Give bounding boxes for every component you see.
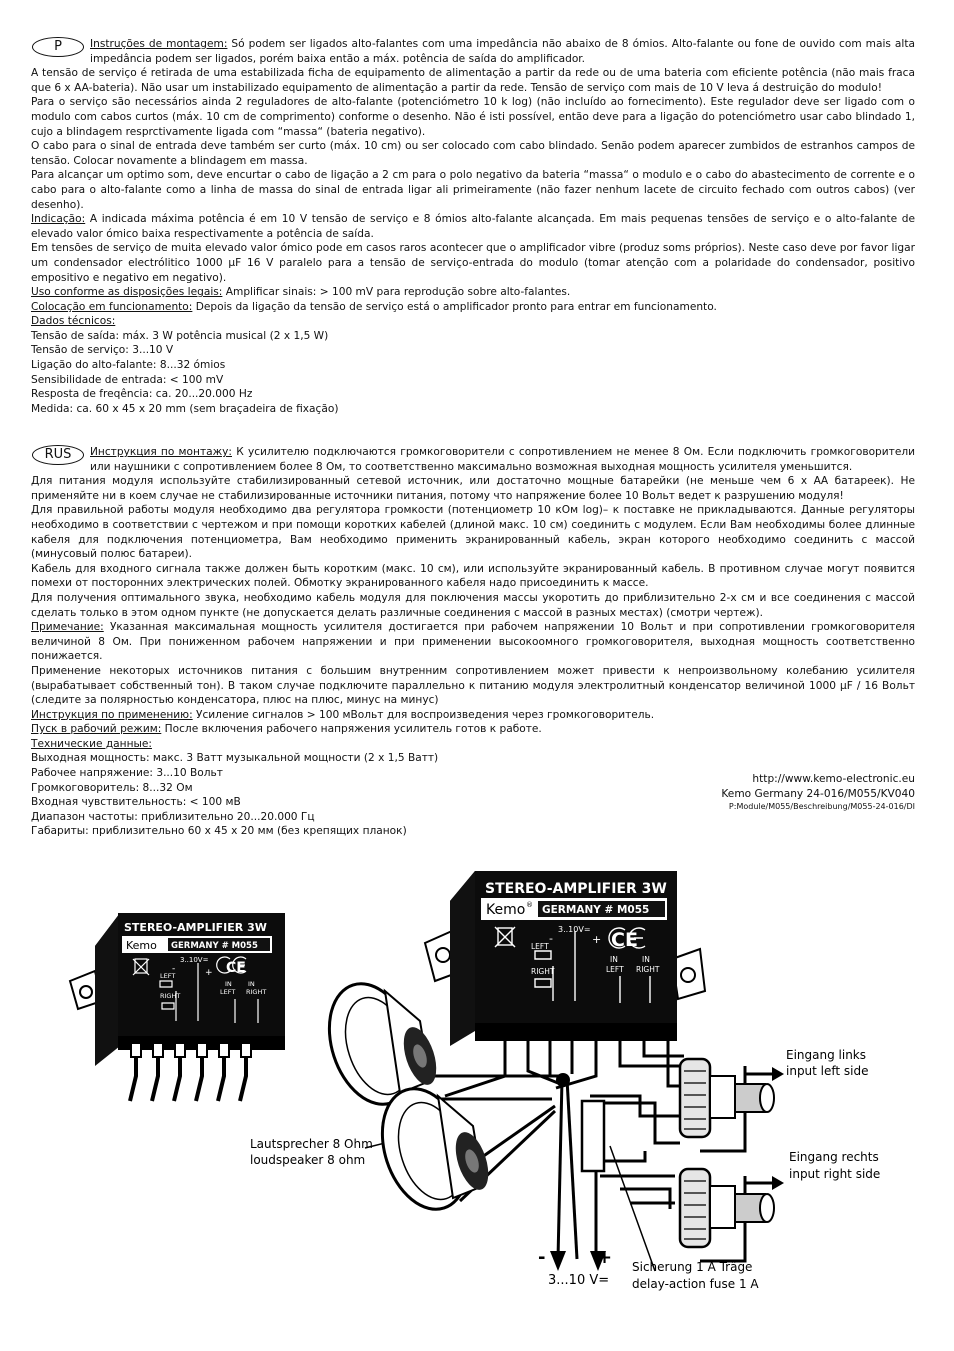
ru-spec-line: Выходная мощность: макс. 3 Ватт музыкальной мощности (2 х 1,5 Ватт) [31,752,439,765]
small-module-title: STEREO-AMPLIFIER 3W [124,921,267,934]
input-right-label-en: input right side [789,1167,881,1181]
small-module-in2: IN [248,980,255,988]
ru-spec-line: Рабочее напряжение: 3...10 Вольт [31,767,223,780]
small-module-ce: CE [226,960,246,976]
ru-startup-label: Пуск в рабочий режим: [31,723,162,736]
fuse-label-en: delay-action fuse 1 A [632,1277,759,1291]
ru-primechanie-label: Примечание: [31,621,104,634]
pt-dados-label: Dados técnicos: [31,315,116,328]
pt-uso-text: Amplificar sinais: > 100 mV para reprodução sobre alto-falantes. [222,286,571,299]
small-module-voltage: 3..10V= [180,956,209,964]
supply-minus-label: - [538,1247,546,1268]
input-left-label-de: Eingang links [786,1048,867,1062]
ru-intro [31,445,915,474]
supply-voltage-label: 3...10 V= [548,1273,610,1288]
pt-intro-label: Instruções de montagem: [90,38,228,50]
large-module-in-left: LEFT [606,965,624,974]
large-module-voltage: 3..10V= [558,925,591,934]
large-module-left: LEFT [531,942,549,951]
input-right-label-de: Eingang rechts [789,1150,879,1164]
pt-indicacao [31,212,915,241]
large-module-reg: ® [526,901,533,909]
large-module-in-right: RIGHT [636,965,660,974]
ru-startup [31,722,915,737]
large-module-plus: + [592,933,602,946]
small-module-plus: + [205,968,213,978]
large-module-minus: - [549,932,553,945]
pt-spec-line: Medida: ca. 60 x 45 x 20 mm (sem braçadeira de fixação) [31,402,339,415]
ru-spec-line: Громкоговоритель: 8...32 Ом [31,781,193,794]
small-module-plate: GERMANY # M055 [171,941,258,951]
section-portuguese [31,37,915,416]
pt-paragraph-5: Em tensões de serviço de muita elevado valor ómico pode em casos raros acontecer que o amplificador vibre (produz soms próprios). Neste caso deve por favor ligar um condensador electrólitico 1000 µF 16 V paralelo para a tensão de serviço-entrada do modulo (tomar atenção com a polaridade do condensador, positivo empositivo e negativo em negativo). [31,242,915,284]
ground-junction [556,1073,570,1087]
pt-indicacao-text: A indicada máxima potência é em 10 V tensão de serviço e 8 ómios alto-falante alcançada. Em mais pequenas tensões de serviço e o alto-falante de elevado valor ómico baixa respectivamente a potência de saída. [31,213,915,240]
large-module-right: RIGHT [531,967,555,976]
ru-usage-label: Инструкция по применению: [31,708,193,721]
pt-paragraph-1: A tensão de serviço é retirada de uma estabilizada ficha de equipamento de alimentação a partir da rede ou de uma bateria com eficiente potência (não mais fraca que 6 x AA-bateria). Não usar um instabilizado equipamento de alimentação a partir da rede. Tensão de serviço com mais de 10 V leva á destruição do modulo! [31,67,915,94]
pt-intro-text: Só podem ser ligados alto-falantes com uma impedância não abaixo de 8 ómios. Alto-falante ou fone de ouvido com mais alta impedância podem ser ligados, porém baixa então a máx. potência de saída do amplificador. [90,38,915,65]
ru-paragraph-2: Для правильной работы модуля необходимо два регулятора громкости (потенциометр 10 кОм log)– к поставке не прикладываются. Данные регуляторы необходимо в соответствии с чертежом и при помощи коротких кабелей (длиной макс. 10 см) соединить с модулем. Если Вам необходимы более длинные кабеля для подключения потенциометра, Вам необходимо применить экранированный кабель, экран которого необходимо соединить с массой (минусовый полюс батареи). [31,504,915,561]
large-module-brand: Kemo [486,902,526,918]
footer-company: Kemo Germany 24-016/M055/KV040 [721,787,915,800]
potentiometer-left-icon [680,1059,774,1137]
pt-uso-label: Uso conforme as disposições legais: [31,286,223,299]
pt-spec-line: Tensão de saída: máx. 3 W potência musical (2 x 1,5 W) [31,329,329,342]
input-left-label-en: input left side [786,1064,869,1078]
fuse-icon [582,1101,604,1171]
fuse-label-de: Sicherung 1 A Träge [632,1260,753,1274]
supply-plus-label: + [597,1247,613,1268]
speaker-label-en: loudspeaker 8 ohm [250,1153,366,1167]
pt-colocacao [31,300,915,315]
ru-spec-line: Входная чувствительность: < 100 мВ [31,796,241,809]
small-module [70,913,285,1101]
speaker-label-de: Lautsprecher 8 Ohm [250,1137,373,1151]
ru-intro-text: К усилителю подключаются громкоговорители с сопротивлением не менее 8 Ом. Если подключить громкоговорители или наушники с сопротивлением более 8 Ом, то соответственно максимально возможная выходная мощность усилителя уменьшится. [90,446,916,473]
pt-spec-line: Resposta de freqência: ca. 20...20.000 Hz [31,388,253,401]
pt-paragraph-4: Para alcançar um optimo som, deve encurtar o cabo de ligação a 2 cm para o polo negativo da bateria “massa“ o modulo e o cabo do abastecimento de corrente e o cabo para o alto-falante como a linha de massa do sinal de entrada ligar ali primeiramente (não fazer nenhum lacete de circuito fechado com outros cabos) (ver desenho). [31,169,915,211]
pt-spec-line: Sensibilidade de entrada: < 100 mV [31,373,224,386]
ru-primechanie [31,620,915,664]
small-module-in-right: RIGHT [246,988,267,996]
footer-url: http://www.kemo-electronic.eu [752,773,915,785]
small-module-left: LEFT [160,972,176,980]
ru-paragraph-4: Для получения оптимального звука, необходимо кабель модуля для поключения массы укоротить до приблизительно 2-х см и все соединения с массой сделать только в этом одном пункте (не допускается делать различные соединения с массой в разных местах) (смотри чертеж). [31,591,915,619]
pt-spec-line: Tensão de serviço: 3...10 V [31,344,174,357]
large-module-in2: IN [642,955,650,964]
ru-paragraph-5: Применение некоторых источников питания с большим внутренним сопротивлением может привести к непроизвольному колебанию усилителя (вырабатывает собственный тон). В таком случае подключите параллельно к питанию модуля электролитный конденсатор величиной 1000 µF / 16 Вольт (следите за полярностью конденсатора, плюс на плюс, минус на минус) [31,664,915,707]
input-left-arrow [772,1067,784,1081]
large-module-plate: GERMANY # M055 [542,904,650,916]
ru-usage-text: Усиление сигналов > 100 мВольт для воспроизведения через громкоговоритель. [192,708,655,721]
footer-path: P:Module/M055/Beschreibung/M055-24-016/DI [728,802,915,812]
ru-spec-line: Габариты: приблизительно 60 х 45 х 20 мм (без крепящих планок) [31,825,407,838]
language-badge-ru: RUS [32,445,84,465]
pt-paragraph-3: O cabo para o sinal de entrada deve também ser curto (máx. 10 cm) ou ser colocado com cabo blindado. Senão podem aparecer zumbidos de estranhos campos de tensão. Colocar novamente a blindagem em massa. [31,140,915,167]
large-module-title: STEREO-AMPLIFIER 3W [485,881,667,897]
large-module-ce: CE [611,929,638,951]
ru-paragraph-1: Для питания модуля используйте стабилизированный сетевой источник, или достаточно мощные батарейки (не меньше чем 6 х АА батареек). Не применяйте ни в коем случае не стабилизированные источники питания, потому что напряжение более 10 Вольт ведет к разрушению модуля! [31,475,915,502]
supply-minus-arrow [550,1251,566,1271]
ru-specs-label: Технические данные: [31,737,152,750]
pt-intro [31,37,915,66]
pt-paragraph-2: Para o serviço são necessários ainda 2 reguladores de alto-falante (potenciómetro 10 k log) (não incluído ao fornecimento). Este regulador deve ser ligado com o modulo com cabos curtos (máx. 10 cm de comprimento) conforme o desenho. Não é isti possível, então deve para a ligação do potenciómetro usar cabo blindado 1, cujo a blindagem resprctivamente ligada com “massa“ (bateria negativo). [31,96,915,138]
small-module-brand: Kemo [126,939,157,952]
large-module-in: IN [610,955,618,964]
ru-startup-text: После включения рабочего напряжения усилитель готов к работе. [161,723,542,736]
ru-intro-label: Инструкция по монтажу: [90,446,232,458]
wiring-diagram [0,831,954,1351]
small-module-right: RIGHT [160,992,181,1000]
small-module-in: IN [225,980,232,988]
large-module [425,871,705,1046]
ru-usage [31,708,915,723]
language-badge-pt: P [32,37,84,57]
small-module-in-left: LEFT [220,988,236,996]
pt-uso [31,285,915,300]
pt-indicacao-label: Indicação: [31,213,86,226]
potentiometer-right-icon [680,1169,774,1247]
ru-spec-line: Диапазон частоты: приблизительно 20...20.000 Гц [31,810,315,823]
ru-primechanie-text: Указанная максимальная мощность усилителя достигается при рабочем напряжении 10 Вольт и при сопротивлении громкоговорителя величиной 8 Ом. При пониженном рабочем напряжении и при применении высокоомного громкоговорителя, выходная мощность соответственно понижается. [31,621,915,663]
pt-colocacao-label: Colocação em funcionamento: [31,300,193,313]
input-right-arrow [772,1176,784,1190]
pt-colocacao-text: Depois da ligação da tensão de serviço está o amplificador pronto para entrar em funcionamento. [192,300,717,313]
pt-spec-line: Ligação do alto-falante: 8...32 ómios [31,359,226,372]
small-module-minus: - [172,964,176,974]
ru-paragraph-3: Кабель для входного сигнала также должен быть коротким (макс. 10 см), или используйте экранированный кабель. В противном случае могут появится помехи от посторонних электрических полей. Обмотку экранированного кабеля надо присоединить к массе. [31,562,915,590]
footer [640,772,915,813]
